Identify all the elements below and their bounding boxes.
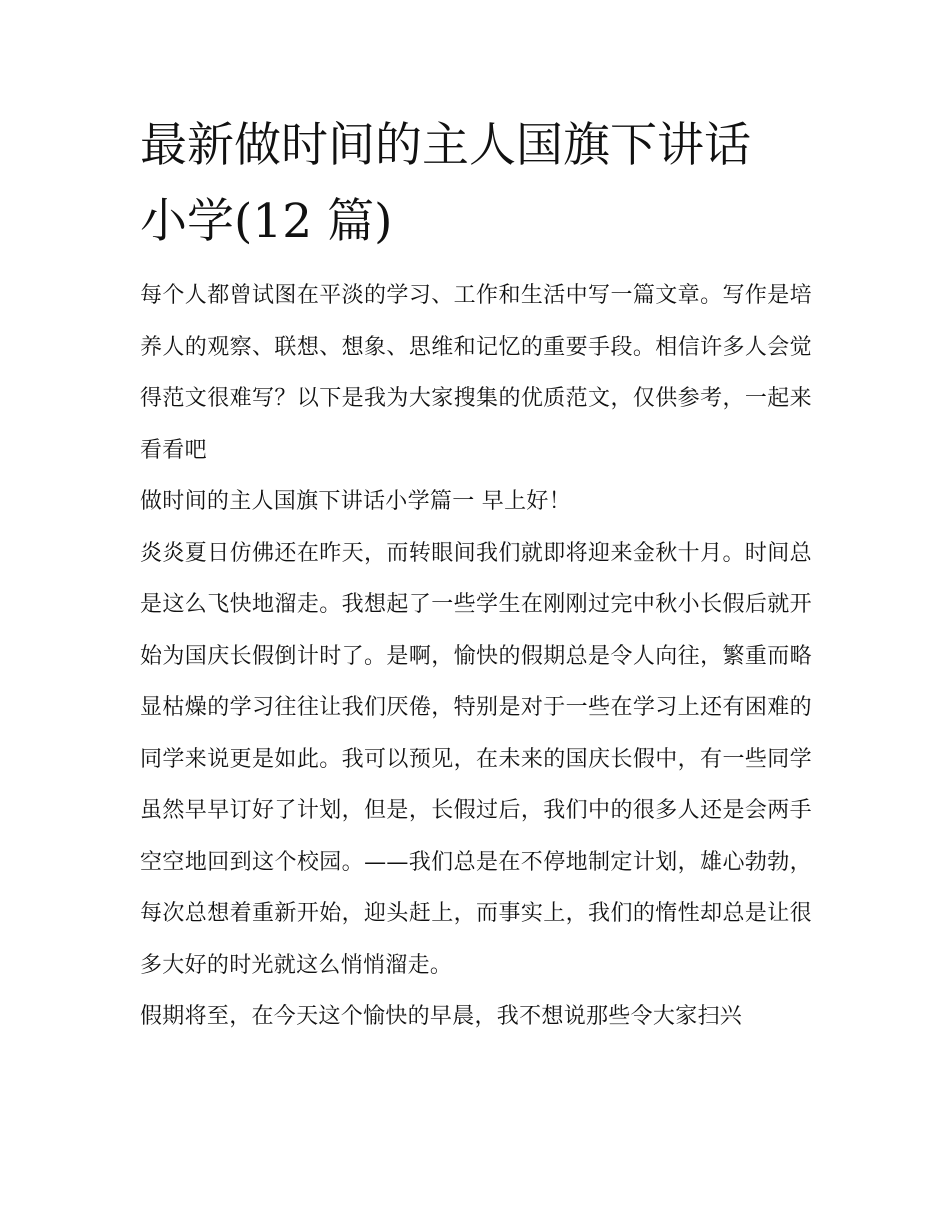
- body-paragraph: 炎炎夏日仿佛还在昨天，而转眼间我们就即将迎来金秋十月。时间总是这么飞快地溜走。我想起了一些学生在刚刚过完中秋小长假后就开始为国庆长假倒计时了。是啊，愉快的假期总是令人向往，繁重而略显枯燥的学习往往让我们厌倦，特别是对于一些在学习上还有困难的同学来说更是如此。我可以预见，在未来的国庆长假中，有一些同学虽然早早订好了计划，但是，长假过后，我们中的很多人还是会两手空空地回到这个校园。——我们总是在不停地制定计划，雄心勃勃，每次总想着重新开始，迎头赶上，而事实上，我们的惰性却总是让很多大好的时光就这么悄悄溜走。: [140, 540, 812, 978]
- section-heading-paragraph: 做时间的主人国旗下讲话小学篇一 早上好！: [140, 489, 571, 514]
- intro-paragraph: 每个人都曾试图在平淡的学习、工作和生活中写一篇文章。写作是培养人的观察、联想、想象、思维和记忆的重要手段。相信许多人会觉得范文很难写？以下是我为大家搜集的优质范文，仅供参考，一起来看看吧: [140, 283, 812, 463]
- title-line-1: 最新做时间的主人国旗下讲话: [140, 118, 751, 173]
- document-title: [140, 108, 812, 260]
- title-line-2: 小学(12 篇): [140, 194, 393, 249]
- document-page: [140, 108, 812, 1043]
- body-paragraph-continued: 假期将至，在今天这个愉快的早晨，我不想说那些令大家扫兴: [140, 1004, 743, 1029]
